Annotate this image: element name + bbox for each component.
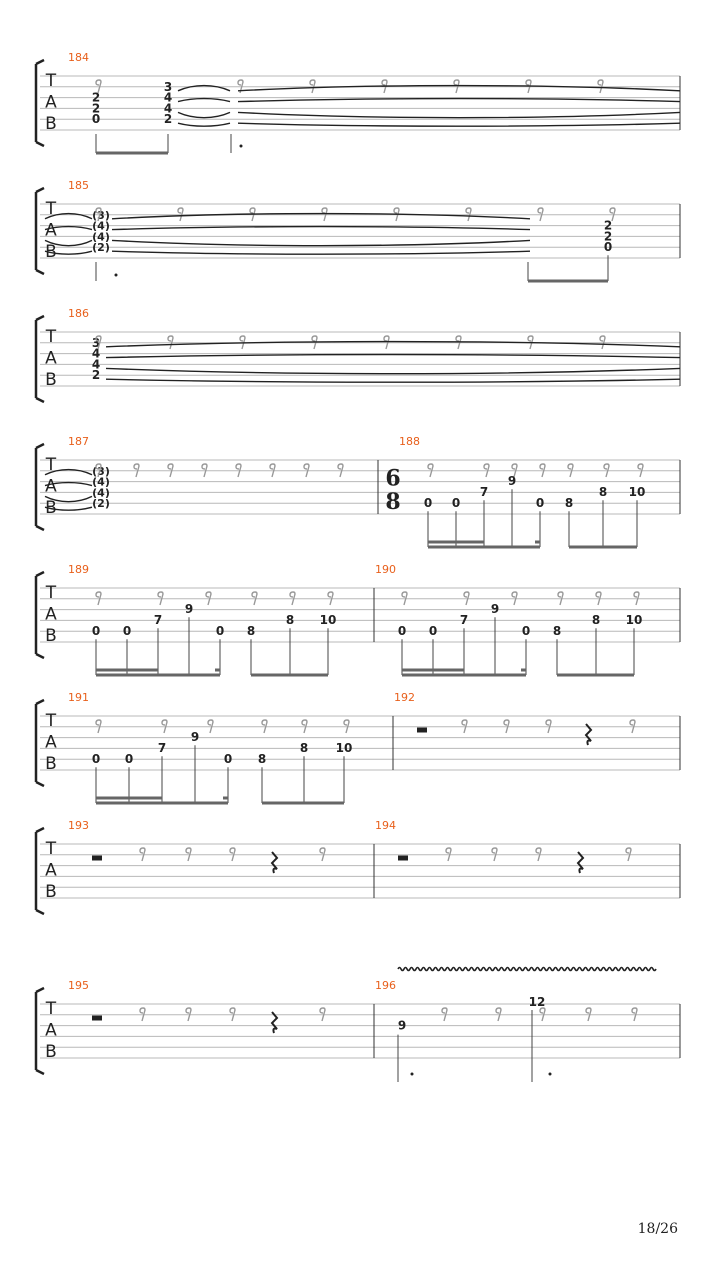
fret-number: 9 <box>184 602 194 617</box>
fret-number: 3 <box>163 79 173 94</box>
fret-number: 8 <box>257 752 267 767</box>
fret-number: 2 <box>603 218 613 233</box>
tab-clef-letter: A <box>45 604 57 625</box>
fret-number: 0 <box>124 752 134 767</box>
fret-number: 8 <box>598 485 608 500</box>
system-bracket <box>36 828 44 914</box>
measure-number: 191 <box>68 691 89 704</box>
tab-clef-letter: A <box>45 220 57 241</box>
tab-clef-letter: B <box>45 498 57 519</box>
tab-clef-letter: A <box>45 860 57 881</box>
dot <box>115 274 118 277</box>
tie-arc <box>106 379 680 382</box>
fret-number: 8 <box>591 613 601 628</box>
fret-number: 2 <box>91 368 101 383</box>
staff-system <box>36 188 680 274</box>
tie-arc <box>112 227 530 230</box>
measure-number: 193 <box>68 819 89 832</box>
fret-number: 8 <box>285 613 295 628</box>
fret-number: 12 <box>528 995 546 1009</box>
tied-fret-number: (3) <box>92 208 110 222</box>
vibrato-line <box>398 968 656 971</box>
measure-number: 188 <box>399 435 420 448</box>
fret-number: 4 <box>91 357 101 372</box>
tie-arc <box>112 240 530 245</box>
tab-clef-letter: B <box>45 754 57 775</box>
tab-clef-letter: T <box>45 199 57 219</box>
fret-number: 9 <box>190 730 200 745</box>
staff-system <box>36 828 680 914</box>
tab-clef-letter: T <box>45 999 57 1019</box>
tie-arc <box>106 368 680 373</box>
half-rest <box>92 1016 102 1021</box>
dot <box>549 1073 552 1076</box>
measure-number: 194 <box>375 819 396 832</box>
tab-clef-letter: B <box>45 882 57 903</box>
fret-number: 10 <box>625 613 643 628</box>
fret-number: 10 <box>628 485 646 500</box>
fret-number: 0 <box>91 112 101 127</box>
measure-number: 190 <box>375 563 396 576</box>
tie-arc <box>238 112 680 117</box>
tab-clef-letter: A <box>45 476 57 497</box>
system-bracket <box>36 444 44 530</box>
fret-number: 10 <box>319 613 337 628</box>
system-bracket <box>36 316 44 402</box>
tie-arc <box>112 251 530 254</box>
dot <box>411 1073 414 1076</box>
measure-number: 187 <box>68 435 89 448</box>
tie-arc <box>178 112 230 117</box>
staff-system <box>36 988 680 1074</box>
tab-clef-letter: T <box>45 583 57 603</box>
dot <box>240 145 243 148</box>
tab-clef-letter: T <box>45 327 57 347</box>
half-rest <box>417 728 427 733</box>
tab-clef-letter: B <box>45 242 57 263</box>
system-bracket <box>36 572 44 658</box>
fret-number: 7 <box>479 485 489 500</box>
tied-fret-number: (4) <box>92 230 110 244</box>
fret-number: 3 <box>91 335 101 350</box>
tie-arc <box>238 99 680 102</box>
system-bracket <box>36 988 44 1074</box>
tied-fret-number: (4) <box>92 486 110 500</box>
fret-number: 9 <box>507 474 517 489</box>
measure-number: 186 <box>68 307 89 320</box>
measure-number: 185 <box>68 179 89 192</box>
measure-number: 196 <box>375 979 396 992</box>
staff-system <box>36 572 680 658</box>
fret-number: 8 <box>552 624 562 639</box>
tab-clef-letter: T <box>45 711 57 731</box>
fret-number: 7 <box>157 741 167 756</box>
tab-clef-letter: A <box>45 1020 57 1041</box>
fret-number: 2 <box>603 229 613 244</box>
staff-system <box>36 316 680 402</box>
tied-fret-number: (2) <box>92 241 110 255</box>
staff-system <box>36 60 680 146</box>
tied-fret-number: (3) <box>92 464 110 478</box>
fret-number: 0 <box>397 624 407 639</box>
fret-number: 2 <box>163 112 173 127</box>
tie-arc <box>178 99 230 102</box>
staff-system <box>36 444 680 530</box>
tie-arc <box>106 355 680 358</box>
tab-clef-letter: B <box>45 114 57 135</box>
fret-number: 4 <box>91 346 101 361</box>
fret-number: 9 <box>490 602 500 617</box>
fret-number: 4 <box>163 101 173 116</box>
tab-clef-letter: T <box>45 455 57 475</box>
fret-number: 7 <box>459 613 469 628</box>
fret-number: 0 <box>223 752 233 767</box>
tab-clef-letter: A <box>45 348 57 369</box>
page-number: 18/26 <box>637 1221 678 1237</box>
fret-number: 0 <box>91 624 101 639</box>
fret-number: 2 <box>91 101 101 116</box>
time-sig-denominator: 8 <box>385 489 401 516</box>
fret-number: 9 <box>397 1018 407 1033</box>
fret-number: 0 <box>91 752 101 767</box>
half-rest <box>92 856 102 861</box>
measure-number: 184 <box>68 51 89 64</box>
fret-number: 8 <box>299 741 309 756</box>
tab-clef-letter: A <box>45 732 57 753</box>
fret-number: 8 <box>246 624 256 639</box>
tied-fret-number: (2) <box>92 497 110 511</box>
fret-number: 0 <box>603 240 613 255</box>
tab-clef-letter: T <box>45 839 57 859</box>
staff-system <box>36 700 680 786</box>
tab-clef-letter: A <box>45 92 57 113</box>
measure-number: 192 <box>394 691 415 704</box>
tab-clef-letter: B <box>45 370 57 391</box>
fret-number: 0 <box>423 496 433 511</box>
system-bracket <box>36 60 44 146</box>
fret-number: 8 <box>564 496 574 511</box>
fret-number: 0 <box>215 624 225 639</box>
half-rest <box>398 856 408 861</box>
system-bracket <box>36 700 44 786</box>
tied-fret-number: (4) <box>92 219 110 233</box>
time-sig-numerator: 6 <box>385 465 401 492</box>
system-bracket <box>36 188 44 274</box>
measure-number: 189 <box>68 563 89 576</box>
tied-fret-number: (4) <box>92 475 110 489</box>
tab-clef-letter: B <box>45 1042 57 1063</box>
fret-number: 10 <box>335 741 353 756</box>
fret-number: 0 <box>428 624 438 639</box>
fret-number: 7 <box>153 613 163 628</box>
fret-number: 0 <box>451 496 461 511</box>
fret-number: 4 <box>163 90 173 105</box>
fret-number: 0 <box>535 496 545 511</box>
tab-clef-letter: T <box>45 71 57 91</box>
fret-number: 0 <box>122 624 132 639</box>
fret-number: 2 <box>91 90 101 105</box>
measure-number: 195 <box>68 979 89 992</box>
tab-clef-letter: B <box>45 626 57 647</box>
fret-number: 0 <box>521 624 531 639</box>
tie-arc <box>178 123 230 126</box>
tie-arc <box>238 123 680 126</box>
